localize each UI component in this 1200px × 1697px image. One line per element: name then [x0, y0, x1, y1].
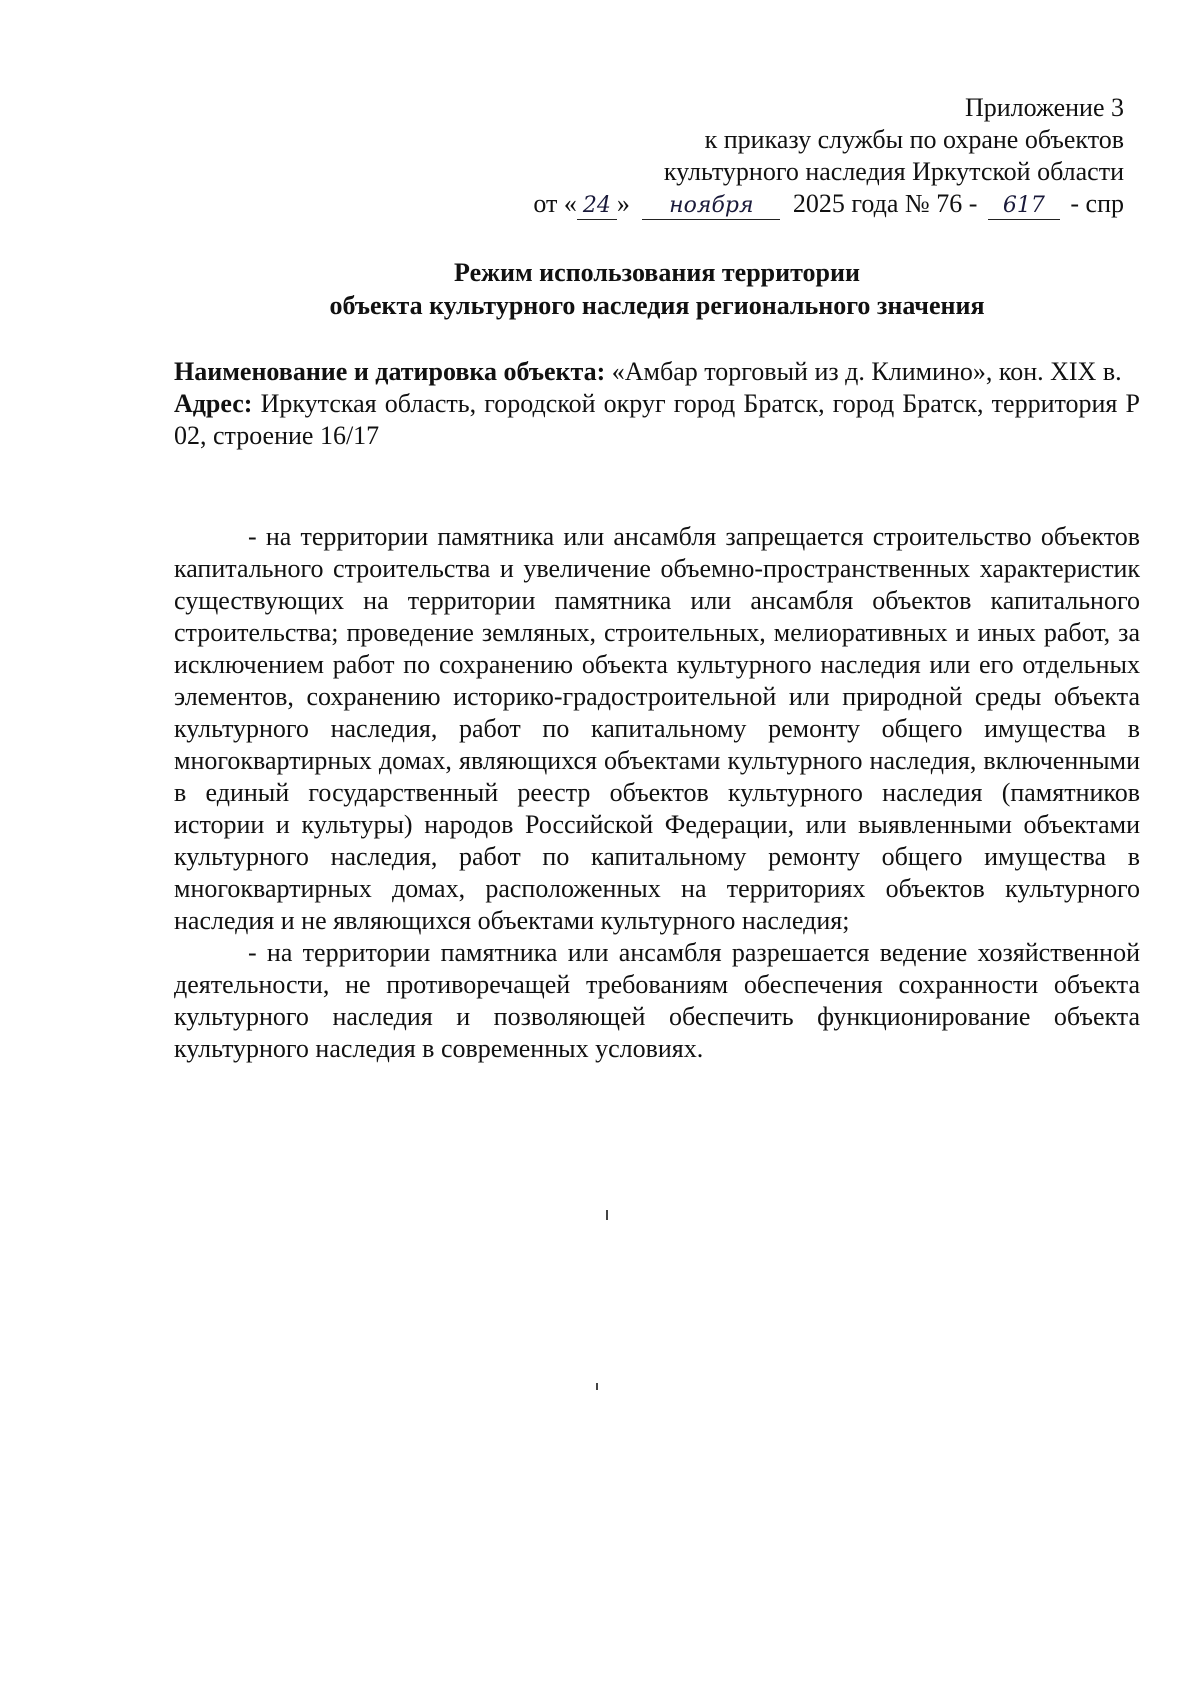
appendix-label: Приложение 3 — [964, 93, 1124, 122]
order-reference-line1: к приказу службы по охране объектов — [704, 125, 1124, 154]
scan-speck — [596, 1383, 598, 1390]
scan-speck — [606, 1210, 608, 1220]
date-day-close: » — [616, 189, 630, 218]
paragraph-prohibited: - на территории памятника или ансамбля запрещается строительство объектов капитального строительства и увеличение объемно-пространственных характеристик существующих на территории памятника или ансамбля объектов капитального строительства; проведение земляных, строительных, мелиоративных и иных работ, за исключением работ по сохранению объекта культурного наследия или его отдельных элементов, сохранению историко-градостроительной или природной среды объекта культурного наследия, работ по капитальному ремонту общего имущества в многоквартирных домах, являющихся объектами культурного наследия, включенными в единый государственный реестр объектов культурного наследия (памятников истории и культуры) народов Российской Федерации, или выявленными объектами культурного наследия, работ по капитальному ремонту общего имущества в многоквартирных домах, расположенных на территориях объектов культурного наследия и не являющихся объектами культурного наследия; — [174, 522, 1140, 935]
object-address-label: Адрес: — [174, 389, 253, 418]
title-line2: объекта культурного наследия регионального значения — [329, 291, 985, 320]
order-suffix: - спр — [1070, 189, 1124, 218]
date-year: 2025 года № 76 - — [792, 189, 978, 218]
date-prefix: от « — [533, 189, 577, 218]
object-name-value: «Амбар торговый из д. Климино», кон. XIX в. — [611, 357, 1122, 386]
regime-text — [174, 521, 1140, 1065]
handwritten-month: ноября — [642, 193, 780, 220]
title-line1: Режим использования территории — [454, 258, 860, 287]
appendix-header — [424, 92, 1124, 220]
document-title — [174, 256, 1140, 322]
object-name — [174, 356, 1140, 388]
order-date-line — [424, 188, 1124, 220]
object-address-value: Иркутская область, городской округ город Братск, город Братск, территория Р 02, строение 16/17 — [174, 389, 1140, 450]
object-info — [174, 356, 1140, 452]
handwritten-order-number: 617 — [988, 193, 1060, 220]
paragraph-allowed: - на территории памятника или ансамбля разрешается ведение хозяйственной деятельности, не противоречащей требованиям обеспечения сохранности объекта культурного наследия и позволяющей обеспечить функционирование объекта культурного наследия в современных условиях. — [174, 938, 1140, 1063]
order-reference-line2: культурного наследия Иркутской области — [663, 157, 1124, 186]
object-name-label: Наименование и датировка объекта: — [174, 357, 606, 386]
object-address — [174, 388, 1140, 452]
handwritten-day: 24 — [577, 193, 617, 220]
